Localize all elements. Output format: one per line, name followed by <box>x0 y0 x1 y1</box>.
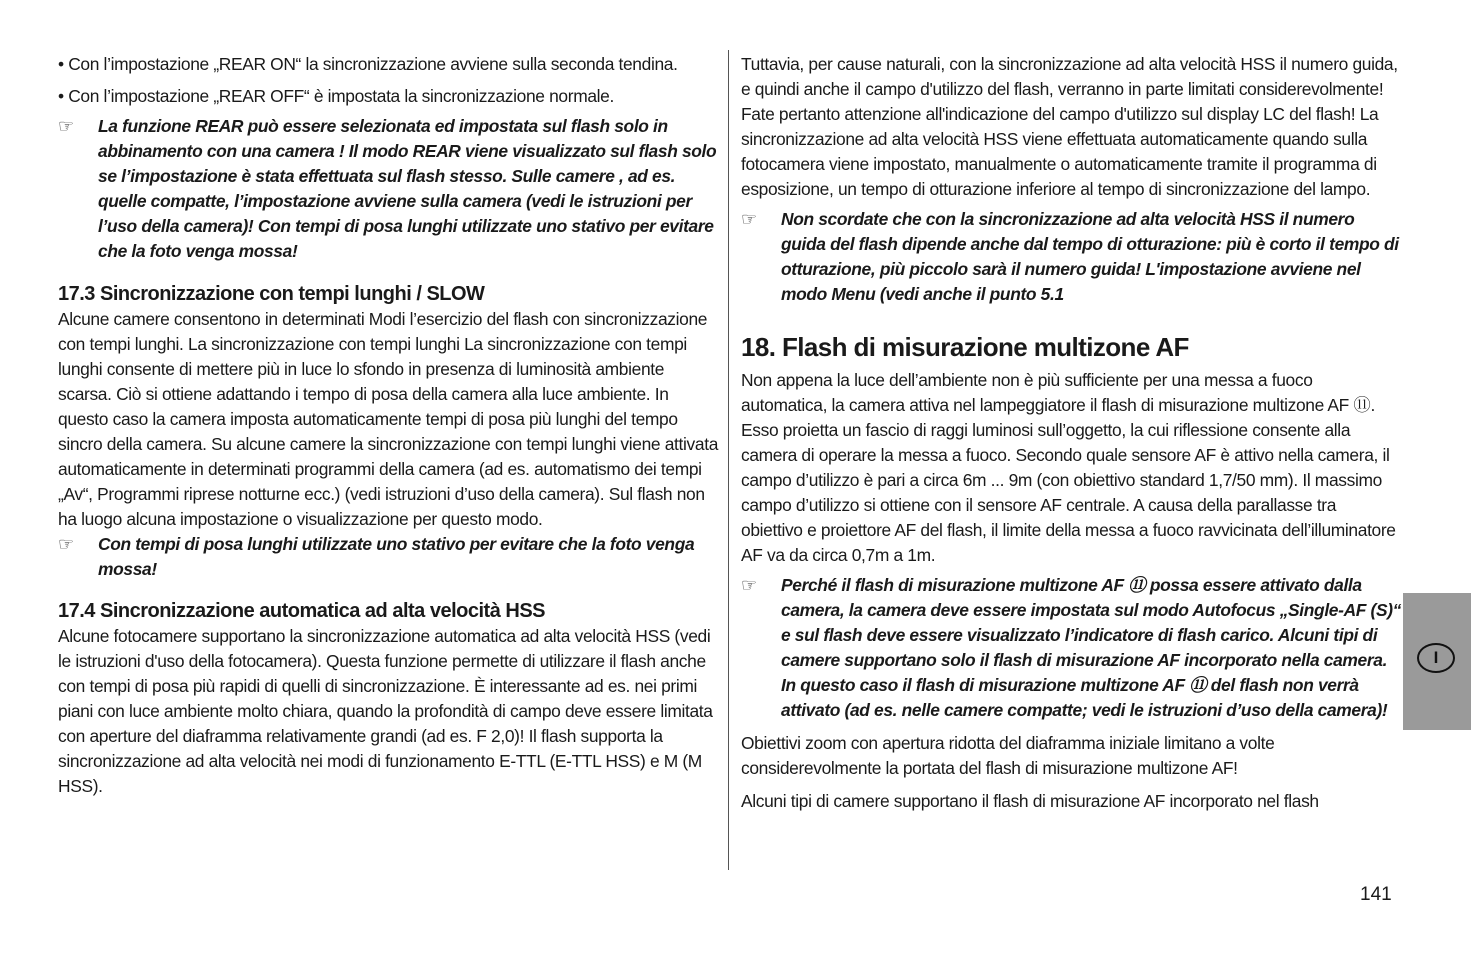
pointing-hand-icon: ☞ <box>58 116 74 136</box>
note-af-text: Perché il flash di misurazione multizone AF ⑪ possa essere attivato dalla camera, la camera deve essere impostata sul modo Autofocus „Single-AF (S)“ e sul flash deve essere visualizzato l’indicatore di flash carico. Alcuni tipi di camere supportano solo il flash di misurazione AF incorporato nella camera. In questo caso il flash di misurazione multizone AF ⑪ del flash non verrà attivato (ad es. nelle camere compatte; vedi le istruzioni d’uso della camera)! <box>781 575 1402 720</box>
language-tab <box>1403 593 1471 730</box>
note-slow-text: Con tempi di posa lunghi utilizzate uno stativo per evitare che la foto venga mossa! <box>98 534 695 579</box>
pointing-hand-icon: ☞ <box>58 534 74 554</box>
heading-18: 18. Flash di misurazione multizone AF <box>741 332 1189 362</box>
note-rear-text: La funzione REAR può essere selezionata ed impostata sul flash solo in abbinamento con una camera ! Il modo REAR viene visualizzato sul flash solo se l’impostazione è stata effettuata sul flash stesso. Sulle camere , ad es. quelle compatte, l’impostazione avviene sulla camera (vedi le istruzioni per l’uso della camera)! Con tempi di posa lunghi utilizzate uno stativo per evitare che la foto venga mossa! <box>98 116 717 261</box>
heading-17-4: 17.4 Sincronizzazione automatica ad alta velocità HSS <box>58 600 546 622</box>
heading-17-3: 17.3 Sincronizzazione con tempi lunghi / SLOW <box>58 283 485 305</box>
left-column <box>58 52 718 799</box>
column-divider <box>728 50 729 870</box>
note-hss <box>741 207 1401 307</box>
right-column <box>741 52 1401 814</box>
paragraph-17-4: Alcune fotocamere supportano la sincronizzazione automatica ad alta velocità HSS (vedi le istruzioni d'uso della fotocamera). Questa funzione permette di utilizzare il flash anche con tempi di posa più rapidi di quelli di sincronizzazione. È interessante ad es. nei primi piani con luce ambiente molto chiara, quando la profondità di campo deve essere limitata con aperture del diaframma relativamente grandi (ad es. F 2,0)! Il flash supporta la sincronizzazione ad alta velocità nei modi di funzionamento E-TTL (E-TTL HSS) e M (M HSS). <box>58 626 713 796</box>
paragraph-last: Alcuni tipi di camere supportano il flash di misurazione AF incorporato nel flash <box>741 791 1319 811</box>
pointing-hand-icon: ☞ <box>741 575 757 595</box>
bullet-rear-off: • Con l’impostazione „REAR OFF“ è impostata la sincronizzazione normale. <box>58 86 614 106</box>
language-tab-label: I <box>1417 643 1455 673</box>
paragraph-18: Non appena la luce dell’ambiente non è più sufficiente per una messa a fuoco automatica, la camera attiva nel lampeggiatore il flash di misurazione multizone AF ⑪. Esso proietta un fascio di raggi luminosi sull’oggetto, la cui riflessione consente alla camera di operare la messa a fuoco. Secondo quale sensore AF è attivo nella camera, il campo d’utilizzo è pari a circa 6m ... 9m (con obiettivo standard 1,7/50 mm). Il massimo campo d’utilizzo si ottiene con il sensore AF centrale. A causa della parallasse tra obiettivo e proiettore AF del flash, il limite della messa a fuoco ravvicinata dell’illuminatore AF va da circa 0,7m a 1m. <box>741 370 1396 565</box>
page-number: 141 <box>1360 884 1392 905</box>
note-slow <box>58 532 718 582</box>
pointing-hand-icon: ☞ <box>741 209 757 229</box>
note-rear <box>58 114 718 264</box>
note-af <box>741 573 1401 723</box>
bullet-rear-on: • Con l’impostazione „REAR ON“ la sincronizzazione avviene sulla seconda tendina. <box>58 54 678 74</box>
paragraph-17-3: Alcune camere consentono in determinati Modi l’esercizio del flash con sincronizzazione con tempi lunghi. La sincronizzazione con tempi lunghi La sincronizzazione con tempi lunghi consente di mettere più in luce lo sfondo in presenza di luminosità ambiente scarsa. Ciò si ottiene adattando i tempo di posa della camera alla luce ambiente. In questo caso la camera imposta automaticamente tempi di posa più lunghi del tempo sincro della camera. Su alcune camere la sincronizzazione con tempi lunghi viene attivata automaticamente in determinati programmi della camera (ad es. automatismo dei tempi „Av“, Programmi riprese notturne ecc.) (vedi istruzioni d’uso della camera). Sul flash non ha luogo alcuna impostazione o visualizzazione per questo modo. <box>58 309 719 529</box>
paragraph-hss-limits: Tuttavia, per cause naturali, con la sincronizzazione ad alta velocità HSS il numero guida, e quindi anche il campo d'utilizzo del flash, verranno in parte limitati considerevolmente! Fate pertanto attenzione all'indicazione del campo d'utilizzo sul display LC del flash! La sincronizzazione ad alta velocità HSS viene effettuata automaticamente quando sulla fotocamera viene impostato, manualmente o automaticamente tramite il programma di esposizione, un tempo di otturazione inferiore al tempo di sincronizzazione del lampo. <box>741 54 1398 199</box>
paragraph-zoom: Obiettivi zoom con apertura ridotta del diaframma iniziale limitano a volte considerevolmente la portata del flash di misurazione multizone AF! <box>741 733 1275 778</box>
note-hss-text: Non scordate che con la sincronizzazione ad alta velocità HSS il numero guida del flash dipende anche dal tempo di otturazione: più è corto il tempo di otturazione, più piccolo sarà il numero guida! L'impostazione avviene nel modo Menu (vedi anche il punto 5.1 <box>781 209 1399 304</box>
